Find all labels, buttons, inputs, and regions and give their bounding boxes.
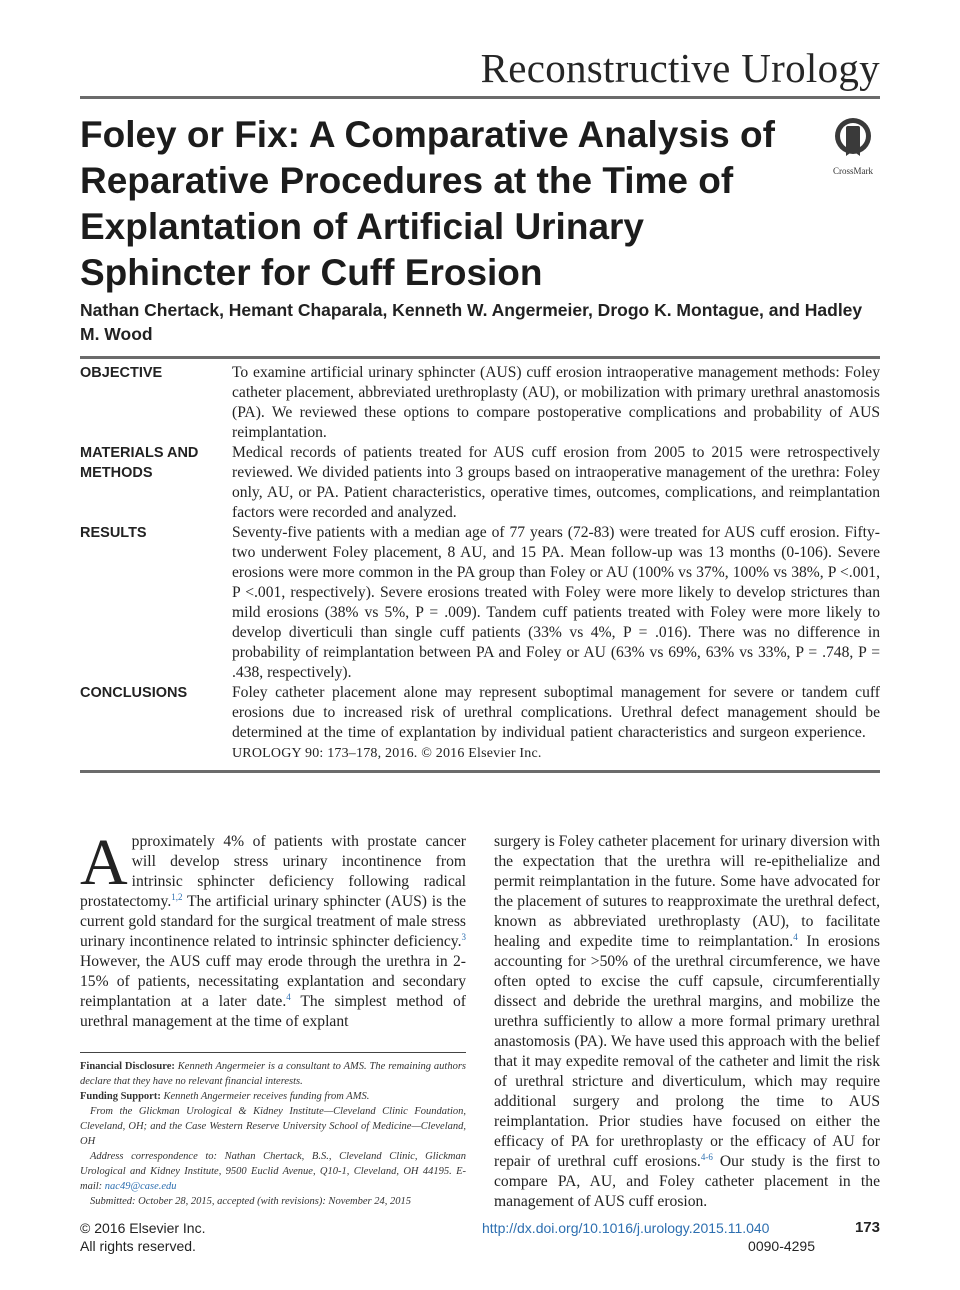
reference-link[interactable]: 4 (286, 991, 291, 1002)
correspondence (80, 1149, 466, 1194)
issn: 0090-4295 (748, 1238, 815, 1254)
funding-support-text: Kenneth Angermeier receives funding from AMS. (160, 1091, 370, 1102)
abstract-conclusions-row (80, 683, 880, 764)
methods-label-line-1: MATERIALS AND (80, 445, 199, 461)
intro-paragraph (80, 826, 466, 1032)
body-text: surgery is Foley catheter placement for urinary diversion with the expectation that the urethra will re-epithelialize and permit reimplantation in the future. Some have advocated for the placement of sutures to reapproximate the urethral defect, known as abbreviated urethroplasty (AU), to facilitate healing and expedite time to reimplantation. (494, 833, 880, 950)
crossmark-label: CrossMark (833, 166, 873, 176)
journal-section-header: Reconstructive Urology (480, 45, 880, 91)
methods-label-line-2: METHODS (80, 465, 153, 481)
abstract-box (80, 356, 880, 773)
body-text: Our study is the first to compare PA, AU, and Foley catheter placement in the management of AUS cuff erosion. (494, 1153, 881, 1210)
drop-cap: A (80, 826, 128, 899)
header-rule (80, 96, 880, 99)
results-text: Seventy-five patients with a median age of 77 years (72-83) were treated for AUS cuff erosion. Fifty-two underwent Foley placement, 8 AU, and 15 PA. Mean follow-up was 13 months (0-106). Severe erosions were more common in the PA group than Foley or AU (100% vs 37%, 100% vs 38%, P <.001, P <.001, respectively). Severe erosions treated with Foley were more likely to develop strictures than mild erosions (38% vs 5%, P = .009). Tandem cuff patients treated with Foley were more likely to develop diverticuli than single cuff patients (33% vs 4%, P = .016). There was no difference in probability of reimplantation between PA and Foley or AU (63% vs 69%, 63% vs 33%, P = .748, P = .438, respectively). (232, 524, 880, 681)
body-text: pproximately 4% of patients with prostate cancer will develop stress urinary incontinence from intrinsic sphincter deficiency following radical prostatectomy. (80, 833, 466, 910)
abstract-methods-row (80, 443, 880, 523)
objective-text: To examine artificial urinary sphincter (AUS) cuff erosion intraoperative management methods: Foley catheter placement, abbreviated urethroplasty (AU), or mobilization with primary urethral anastomosis (PA). We reviewed these options to compare postoperative complications and probability of AUS reimplantation. (232, 364, 880, 441)
financial-disclosure-label: Financial Disclosure: (80, 1061, 175, 1072)
body-column-right (494, 832, 880, 1212)
author-list: Nathan Chertack, Hemant Chaparala, Kenneth W. Angermeier, Drogo K. Montague, and Hadley M. Wood (80, 300, 863, 344)
body-text: The simplest method of urethral management at the time of explant (80, 993, 466, 1030)
abstract-results-row (80, 523, 880, 683)
correspondence-text: Address correspondence to: Nathan Chertack, B.S., Cleveland Clinic, Glickman Urological and Kidney Institute, 9500 Euclid Avenue, Q10-1, Cleveland, OH 44195. E-mail: (80, 1151, 466, 1192)
crossmark-icon (833, 116, 873, 160)
crossmark-badge[interactable] (826, 116, 880, 180)
conclusions-text (232, 683, 880, 764)
copyright-line: © 2016 Elsevier Inc. (80, 1220, 206, 1236)
body-text: The artificial urinary sphincter (AUS) is the current gold standard for the surgical treatment of male stress urinary incontinence related to intrinsic sphincter deficiency. (80, 893, 466, 950)
submission-dates-text: Submitted: October 28, 2015, accepted (with revisions): November 24, 2015 (90, 1196, 411, 1207)
methods-label (80, 443, 232, 523)
copyright-notice (80, 1219, 206, 1255)
objective-label: OBJECTIVE (80, 365, 163, 381)
conclusions-body: Foley catheter placement alone may represent suboptimal management for severe or tandem cuff erosions due to increased risk of urethral complications. Urethral defect management should be determined at the time of explantation by individual patient characteristics and surgeon experience. (232, 684, 880, 741)
funding-support-label: Funding Support: (80, 1091, 161, 1102)
reference-link[interactable]: 4-6 (700, 1151, 713, 1162)
article-title: Foley or Fix: A Comparative Analysis of Reparative Procedures at the Time of Explantation of Artificial Urinary Sphincter for Cuff Erosion (80, 114, 775, 293)
footnotes (80, 1052, 466, 1209)
financial-disclosure-text: Kenneth Angermeier is a consultant to AMS. The remaining authors declare that they have no relevant financial interests. (80, 1061, 466, 1087)
reference-link[interactable]: 1,2 (171, 891, 183, 902)
methods-text: Medical records of patients treated for AUS cuff erosion from 2005 to 2015 were retrospectively reviewed. We divided patients into 3 groups based on intraoperative management of the urethra: Foley only, AU, or PA. Patient characteristics, operative times, outcomes, complications, and reimplantation factors were recorded and analyzed. (232, 444, 880, 521)
submission-dates (80, 1194, 466, 1209)
body-text: In erosions accounting for >50% of the urethral circumference, we have often opted to excise the cuff capsule, circumferentially dissect and debride the urethral margins, and mobilize the urethra sufficiently to allow a more formal primary urethral anastomosis (PA). We have used this approach with the belief that it may expedite removal of the catheter and limit the risk of urethral stricture and diverticulum, which may require additional surgery and prolong the time to AUS reimplantation. Prior studies have focused on either the efficacy of PA for urethroplasty or the efficacy of AU for repair of urethral cuff erosions. (494, 933, 881, 1170)
body-column-left (80, 826, 466, 1032)
affiliation (80, 1104, 466, 1149)
reference-link[interactable]: 4 (793, 931, 798, 942)
reference-link[interactable]: 3 (461, 931, 466, 942)
body-text: However, the AUS cuff may erode through the urethra in 2-15% of patients, necessitating explantation and secondary reimplantation at a later date. (80, 953, 466, 1010)
intro-paragraph-continued (494, 832, 880, 1212)
doi-link[interactable]: http://dx.doi.org/10.1016/j.urology.2015.11.040 (482, 1220, 770, 1236)
financial-disclosure (80, 1059, 466, 1089)
affiliation-text: From the Glickman Urological & Kidney Institute—Cleveland Clinic Foundation, Cleveland, OH; and the Case Western Reserve University School of Medicine—Cleveland, OH (80, 1106, 466, 1147)
funding-support (80, 1089, 466, 1104)
page-number: 173 (854, 1219, 880, 1236)
email-link[interactable]: nac49@case.edu (104, 1181, 177, 1192)
conclusions-label: CONCLUSIONS (80, 685, 188, 701)
rights-line: All rights reserved. (80, 1238, 196, 1254)
abstract-objective-row (80, 363, 880, 443)
results-label: RESULTS (80, 525, 147, 541)
citation: UROLOGY 90: 173–178, 2016. © 2016 Elsevier Inc. (232, 746, 542, 761)
